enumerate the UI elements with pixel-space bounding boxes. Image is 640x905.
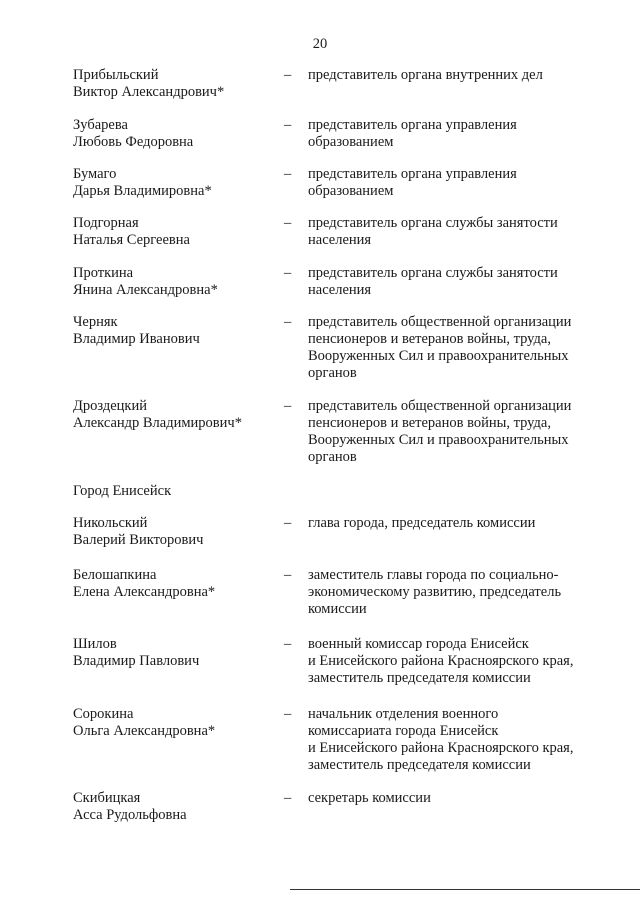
member-role — [308, 790, 608, 807]
dash-separator: – — [284, 398, 292, 414]
role-line: представитель общественной организации — [308, 398, 572, 414]
dash-separator: – — [284, 67, 292, 83]
footer-divider — [290, 889, 640, 890]
member-surname: Дроздецкий — [73, 398, 147, 414]
dash-separator: – — [284, 117, 292, 133]
member-given-names: Владимир Павлович — [73, 653, 200, 669]
member-given-names: Любовь Федоровна — [73, 134, 194, 150]
dash-separator: – — [284, 314, 292, 330]
page-number: 20 — [312, 36, 328, 52]
member-role — [308, 706, 608, 774]
member-name — [73, 515, 273, 549]
member-role — [308, 117, 608, 151]
role-line: экономическому развитию, председатель — [308, 584, 562, 600]
member-role — [308, 265, 608, 299]
dash-separator: – — [284, 265, 292, 281]
member-role — [308, 515, 608, 532]
role-line: населения — [308, 232, 372, 248]
member-given-names: Владимир Иванович — [73, 331, 200, 347]
role-line: комиссии — [308, 601, 367, 617]
role-line: представитель органа управления — [308, 117, 517, 133]
role-line: пенсионеров и ветеранов войны, труда, — [308, 415, 551, 431]
member-given-names: Валерий Викторович — [73, 532, 204, 548]
role-line: образованием — [308, 134, 394, 150]
member-given-names: Елена Александровна* — [73, 584, 216, 600]
member-role — [308, 314, 608, 382]
role-line: представитель органа службы занятости — [308, 215, 558, 231]
role-line: представитель общественной организации — [308, 314, 572, 330]
role-line: органов — [308, 449, 357, 465]
role-line: глава города, председатель комиссии — [308, 515, 536, 531]
member-given-names: Янина Александровна* — [73, 282, 218, 298]
member-surname: Никольский — [73, 515, 148, 531]
member-role — [308, 166, 608, 200]
role-line: представитель органа внутренних дел — [308, 67, 543, 83]
member-name — [73, 166, 273, 200]
dash-separator: – — [284, 215, 292, 231]
dash-separator: – — [284, 166, 292, 182]
member-name — [73, 67, 273, 101]
role-line: пенсионеров и ветеранов войны, труда, — [308, 331, 551, 347]
member-name — [73, 790, 273, 824]
member-name — [73, 215, 273, 249]
member-role — [308, 215, 608, 249]
role-line: начальник отделения военного — [308, 706, 499, 722]
member-given-names: Виктор Александрович* — [73, 84, 225, 100]
member-name — [73, 706, 273, 740]
member-surname: Прибыльский — [73, 67, 159, 83]
role-line: представитель органа управления — [308, 166, 517, 182]
role-line: населения — [308, 282, 372, 298]
member-surname: Шилов — [73, 636, 117, 652]
member-name — [73, 567, 273, 601]
dash-separator: – — [284, 706, 292, 722]
dash-separator: – — [284, 636, 292, 652]
member-role — [308, 567, 608, 618]
role-line: военный комиссар города Енисейск — [308, 636, 529, 652]
role-line: заместитель главы города по социально- — [308, 567, 559, 583]
role-line: образованием — [308, 183, 394, 199]
role-line: заместитель председателя комиссии — [308, 757, 531, 773]
member-given-names: Асса Рудольфовна — [73, 807, 187, 823]
member-given-names: Дарья Владимировна* — [73, 183, 212, 199]
role-line: комиссариата города Енисейск — [308, 723, 499, 739]
member-role — [308, 398, 608, 466]
member-surname: Черняк — [73, 314, 118, 330]
member-name — [73, 636, 273, 670]
member-given-names: Александр Владимирович* — [73, 415, 242, 431]
member-surname: Подгорная — [73, 215, 139, 231]
member-role — [308, 636, 608, 687]
role-line: секретарь комиссии — [308, 790, 431, 806]
member-surname: Белошапкина — [73, 567, 157, 583]
member-surname: Скибицкая — [73, 790, 141, 806]
member-name — [73, 117, 273, 151]
member-surname: Бумаго — [73, 166, 117, 182]
role-line: и Енисейского района Красноярского края, — [308, 653, 574, 669]
member-role — [308, 67, 608, 84]
role-line: и Енисейского района Красноярского края, — [308, 740, 574, 756]
dash-separator: – — [284, 790, 292, 806]
role-line: органов — [308, 365, 357, 381]
member-name — [73, 265, 273, 299]
member-surname: Проткина — [73, 265, 134, 281]
dash-separator: – — [284, 515, 292, 531]
section-heading: Город Енисейск — [73, 483, 172, 499]
member-given-names: Наталья Сергеевна — [73, 232, 190, 248]
member-given-names: Ольга Александровна* — [73, 723, 216, 739]
member-surname: Зубарева — [73, 117, 128, 133]
member-name — [73, 398, 273, 432]
role-line: заместитель председателя комиссии — [308, 670, 531, 686]
role-line: Вооруженных Сил и правоохранительных — [308, 432, 569, 448]
role-line: Вооруженных Сил и правоохранительных — [308, 348, 569, 364]
member-name — [73, 314, 273, 348]
dash-separator: – — [284, 567, 292, 583]
role-line: представитель органа службы занятости — [308, 265, 558, 281]
member-surname: Сорокина — [73, 706, 134, 722]
